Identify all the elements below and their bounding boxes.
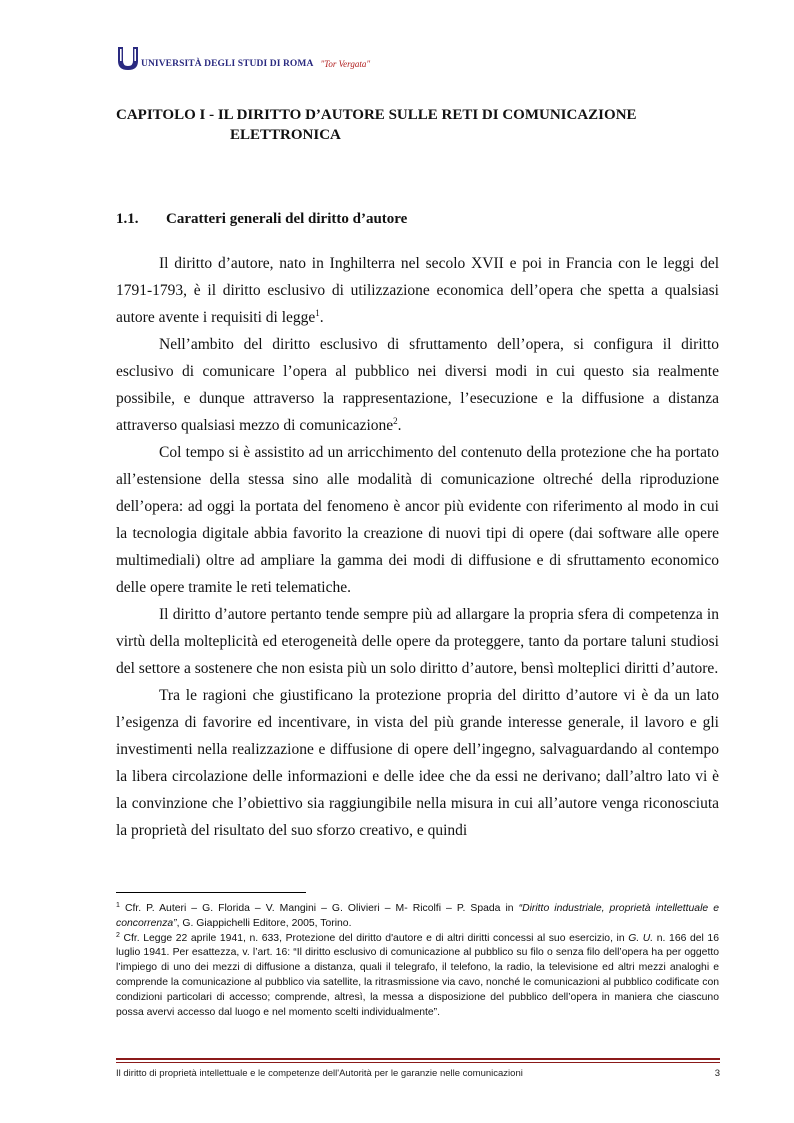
footer-rule <box>116 1058 720 1063</box>
footnote-ref[interactable]: 1 <box>315 308 320 318</box>
paragraph: Col tempo si è assistito ad un arricchimento del contenuto della protezione che ha portato all’estensione della stessa sino alle modalità di comunicazione oltreché della riproduzione dell’opera: ad oggi la portata del fenomeno è ancor più evidente con riferimento al modo in cui la tecnologia digitale abbia favorito la creazione di nuovi tipi di opere (dai software alle opere multimediali) oltre ad ampliare la gamma dei modi di diffusione e di sfruttamento economico delle opere tramite le reti telematiche. <box>116 444 719 596</box>
paragraph: Il diritto d’autore pertanto tende sempre più ad allargare la propria sfera di competenza in virtù della molteplicità ed eterogeneità delle opere da proteggere, tanto da portare taluni studiosi del settore a sostenere che non esista più un solo diritto d’autore, bensì molteplici diritti d’autore. <box>116 606 719 677</box>
footnote-text: n. 166 del 16 luglio 1941. Per esattezza, v. l’art. 16: “Il diritto esclusivo di comunicazione al pubblico su filo o senza filo dell’opera ha per oggetto l’impiego di uno dei mezzi di diffusione a distanza, quali il telegrafo, il telefono, la radio, la televisione ed altri mezzi analoghi e comprende la comunicazione al pubblico via satellite, la ritrasmissione via cavo, nonché le comunicazioni al pubblico codificate con condizioni particolari di accesso; comprende, altresì, la messa a disposizione del pubblico dell’opera in maniera che ciascuno possa avervi accesso dal luogo e nel momento scelti individualmente”. <box>116 932 719 1018</box>
paragraph-end: . <box>319 309 324 326</box>
paragraph: Tra le ragioni che giustificano la protezione propria del diritto d’autore vi è da un lato l’esigenza di favorire ed incentivare, in vista del più grande interesse generale, il lavoro e gli investimenti nella realizzazione e diffusione di opere dell’ingegno, salvaguardando al contempo la libera circolazione delle informazioni e delle idee che da essi ne derivano; dall’altro lato vi è la convinzione che l’obiettivo sia raggiungibile nella misura in cui all’autore venga riconosciuta la proprietà del risultato del suo sforzo creativo, e quindi <box>116 687 719 839</box>
footnote-ref[interactable]: 2 <box>393 416 398 426</box>
footnote-number: 1 <box>116 902 120 909</box>
footnote-separator <box>116 892 306 893</box>
chapter-title <box>116 105 716 145</box>
paragraph <box>116 331 719 439</box>
chapter-title-line2: ELETTRONICA <box>230 127 341 143</box>
university-subtitle: "Tor Vergata" <box>320 59 371 69</box>
university-logo-icon <box>116 46 140 72</box>
page-number: 3 <box>714 1068 720 1079</box>
footnote-text: Cfr. Legge 22 aprile 1941, n. 633, Protezione del diritto d'autore e di altri diritti concessi al suo esercizio, in <box>119 932 629 944</box>
paragraph-text: Il diritto d’autore, nato in Inghilterra nel secolo XVII e poi in Francia con le leggi del 1791-1793, è il diritto esclusivo di utilizzazione economica dell’opera che spetta a qualsiasi autore avente i requisiti di legge <box>116 255 719 326</box>
footnote-text: , G. Giappichelli Editore, 2005, Torino. <box>176 917 352 929</box>
footnote-1 <box>116 902 719 932</box>
footnote-title: “Diritto industriale, proprietà intellettuale e concorrenza” <box>116 903 720 929</box>
section-number: 1.1. <box>116 211 139 227</box>
page-footer <box>116 1068 720 1079</box>
section-heading <box>116 211 407 228</box>
footer-title: Il diritto di proprietà intellettuale e le competenze dell'Autorità per le garanzie nelle comunicazioni <box>116 1068 523 1079</box>
section-title: Caratteri generali del diritto d’autore <box>166 211 408 227</box>
footnotes <box>116 902 719 1020</box>
university-name: UNIVERSITÀ DEGLI STUDI DI ROMA <box>141 58 314 69</box>
footnote-2 <box>116 932 719 1021</box>
page-header <box>116 46 370 72</box>
body-text <box>116 250 719 844</box>
footnote-title: G. U. <box>628 932 654 944</box>
footnote-number: 2 <box>116 931 120 939</box>
paragraph-end: . <box>397 417 402 434</box>
paragraph <box>116 250 719 331</box>
footnote-text: Cfr. P. Auteri – G. Florida – V. Mangini – G. Olivieri – M- Ricolfi – P. Spada in <box>119 903 519 914</box>
chapter-title-line1: CAPITOLO I - IL DIRITTO D’AUTORE SULLE RETI DI COMUNICAZIONE <box>116 107 637 123</box>
paragraph-text: Nell’ambito del diritto esclusivo di sfruttamento dell’opera, si configura il diritto esclusivo di comunicare l’opera al pubblico nei diversi modi in cui questo sia realmente possibile, e dunque attraverso la rappresentazione, l’esecuzione e la diffusione a distanza attraverso qualsiasi mezzo di comunicazione <box>116 336 719 434</box>
